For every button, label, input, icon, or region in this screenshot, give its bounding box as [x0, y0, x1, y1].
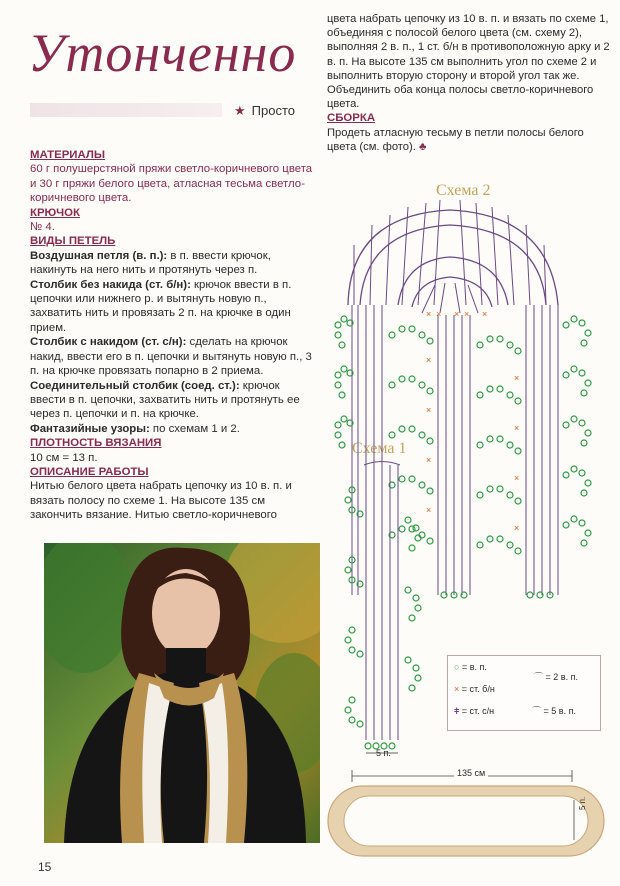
legend-arc5: ⌒ = 5 в. п.	[532, 706, 576, 716]
stitch-sbn: Столбик без накида (ст. б/н): крючок ввести в п. цепочки или нижнего р. и вытянуть новую п., захватить нить и провязать 2 п. на крючке в один прием.	[30, 278, 292, 334]
page-title: Утонченно	[28, 23, 297, 83]
svg-text:×: ×	[514, 373, 520, 383]
density-text: 10 см = 13 п.	[30, 451, 98, 464]
svg-text:×: ×	[454, 309, 460, 319]
star-icon: ★	[234, 103, 246, 118]
svg-text:×: ×	[464, 309, 470, 319]
work-text-continued: цвета набрать цепочку из 10 в. п. и вязать по схеме 1, объединяя с полосой белого цвета (см. схему 2), выполняя 2 в. п., 1 ст. б/н в противоположную арку и 2 в. п. На высоте 135 см выполнить угол по схеме 2 и выполнить вторую сторону и второй угол так же. Объединить оба конца полосы светло-коричневого цвета.	[327, 13, 610, 111]
stitch-ss: Соединительный столбик (соед. ст.): крючок ввести в п. цепочки, захватить нить и протянуть ее через п. цепочки и п. на крючке.	[30, 379, 300, 421]
legend-vp: ○ = в. п.	[454, 662, 487, 672]
scheme-2-label: Схема 2	[436, 182, 491, 199]
scheme-1-width-label: 5 п.	[376, 748, 391, 758]
hook-heading: КРЮЧОК	[30, 206, 80, 219]
page-number: 15	[38, 860, 52, 874]
difficulty-text: Просто	[251, 103, 295, 118]
stitches-heading: ВИДЫ ПЕТЕЛЬ	[30, 235, 116, 248]
chain-loop-icon: ○	[454, 662, 460, 672]
svg-text:×: ×	[426, 405, 432, 415]
end-mark-icon: ♣	[418, 140, 427, 153]
width-dim-label: 5 п.	[578, 796, 587, 810]
arc-2-icon: ⌒	[534, 672, 544, 682]
sbn-cross-icon: ×	[454, 684, 460, 694]
legend-arc2: ⌒ = 2 в. п.	[534, 672, 578, 682]
work-heading: ОПИСАНИЕ РАБОТЫ	[30, 465, 149, 478]
svg-text:×: ×	[426, 309, 432, 319]
scheme-1-label: Схема 1	[352, 440, 407, 457]
fantasy-pattern: Фантазийные узоры: по схемам 1 и 2.	[30, 422, 240, 435]
materials-text: 60 г полушерстяной пряжи светло-коричневого цвета и 30 г пряжи белого цвета, атласная тесьма светло-коричневого цвета.	[30, 163, 313, 205]
assembly-text: Продеть атласную тесьму в петли полосы белого цвета (см. фото). ♣	[327, 126, 584, 153]
hook-text: № 4.	[30, 221, 55, 234]
svg-text:×: ×	[514, 423, 520, 433]
right-column	[327, 12, 614, 154]
svg-text:×: ×	[426, 355, 432, 365]
title-underline-bar	[30, 103, 222, 117]
photo-illustration	[44, 543, 320, 843]
stitch-ssn: Столбик с накидом (ст. с/н): сделать на крючок накид, ввести его в п. цепочки и вытянуть новую п., 3 п. на крючке провязать попарно в 2 приема.	[30, 336, 312, 378]
materials-heading: МАТЕРИАЛЫ	[30, 149, 105, 161]
density-heading: ПЛОТНОСТЬ ВЯЗАНИЯ	[30, 437, 162, 450]
photo-model-scarf	[44, 543, 320, 843]
svg-text:×: ×	[426, 455, 432, 465]
crochet-scheme-1-diagram	[338, 460, 428, 760]
length-label: 135 см	[454, 768, 488, 778]
stitch-vp: Воздушная петля (в. п.): в п. ввести крючок, накинуть на него нить и протянуть через п.	[30, 249, 271, 277]
svg-text:×: ×	[426, 505, 432, 515]
svg-text:×: ×	[482, 309, 488, 319]
left-column	[30, 148, 318, 523]
legend-box	[447, 655, 601, 731]
work-text: Нитью белого цвета набрать цепочку из 10 в. п. и вязать полосу по схеме 1. На высоте 135 см закончить вязание. Нитью светло-коричневого	[30, 480, 292, 522]
svg-text:×: ×	[514, 473, 520, 483]
arc-5-icon: ⌒	[532, 706, 542, 716]
svg-text:×: ×	[436, 309, 442, 319]
ssn-stitch-icon: ǂ	[454, 706, 460, 716]
difficulty-label	[234, 103, 295, 119]
svg-text:×: ×	[514, 523, 520, 533]
legend-ssn: ǂ = ст. с/н	[454, 706, 495, 716]
assembly-heading: СБОРКА	[327, 112, 376, 125]
legend-sbn: × = ст. б/н	[454, 684, 495, 694]
